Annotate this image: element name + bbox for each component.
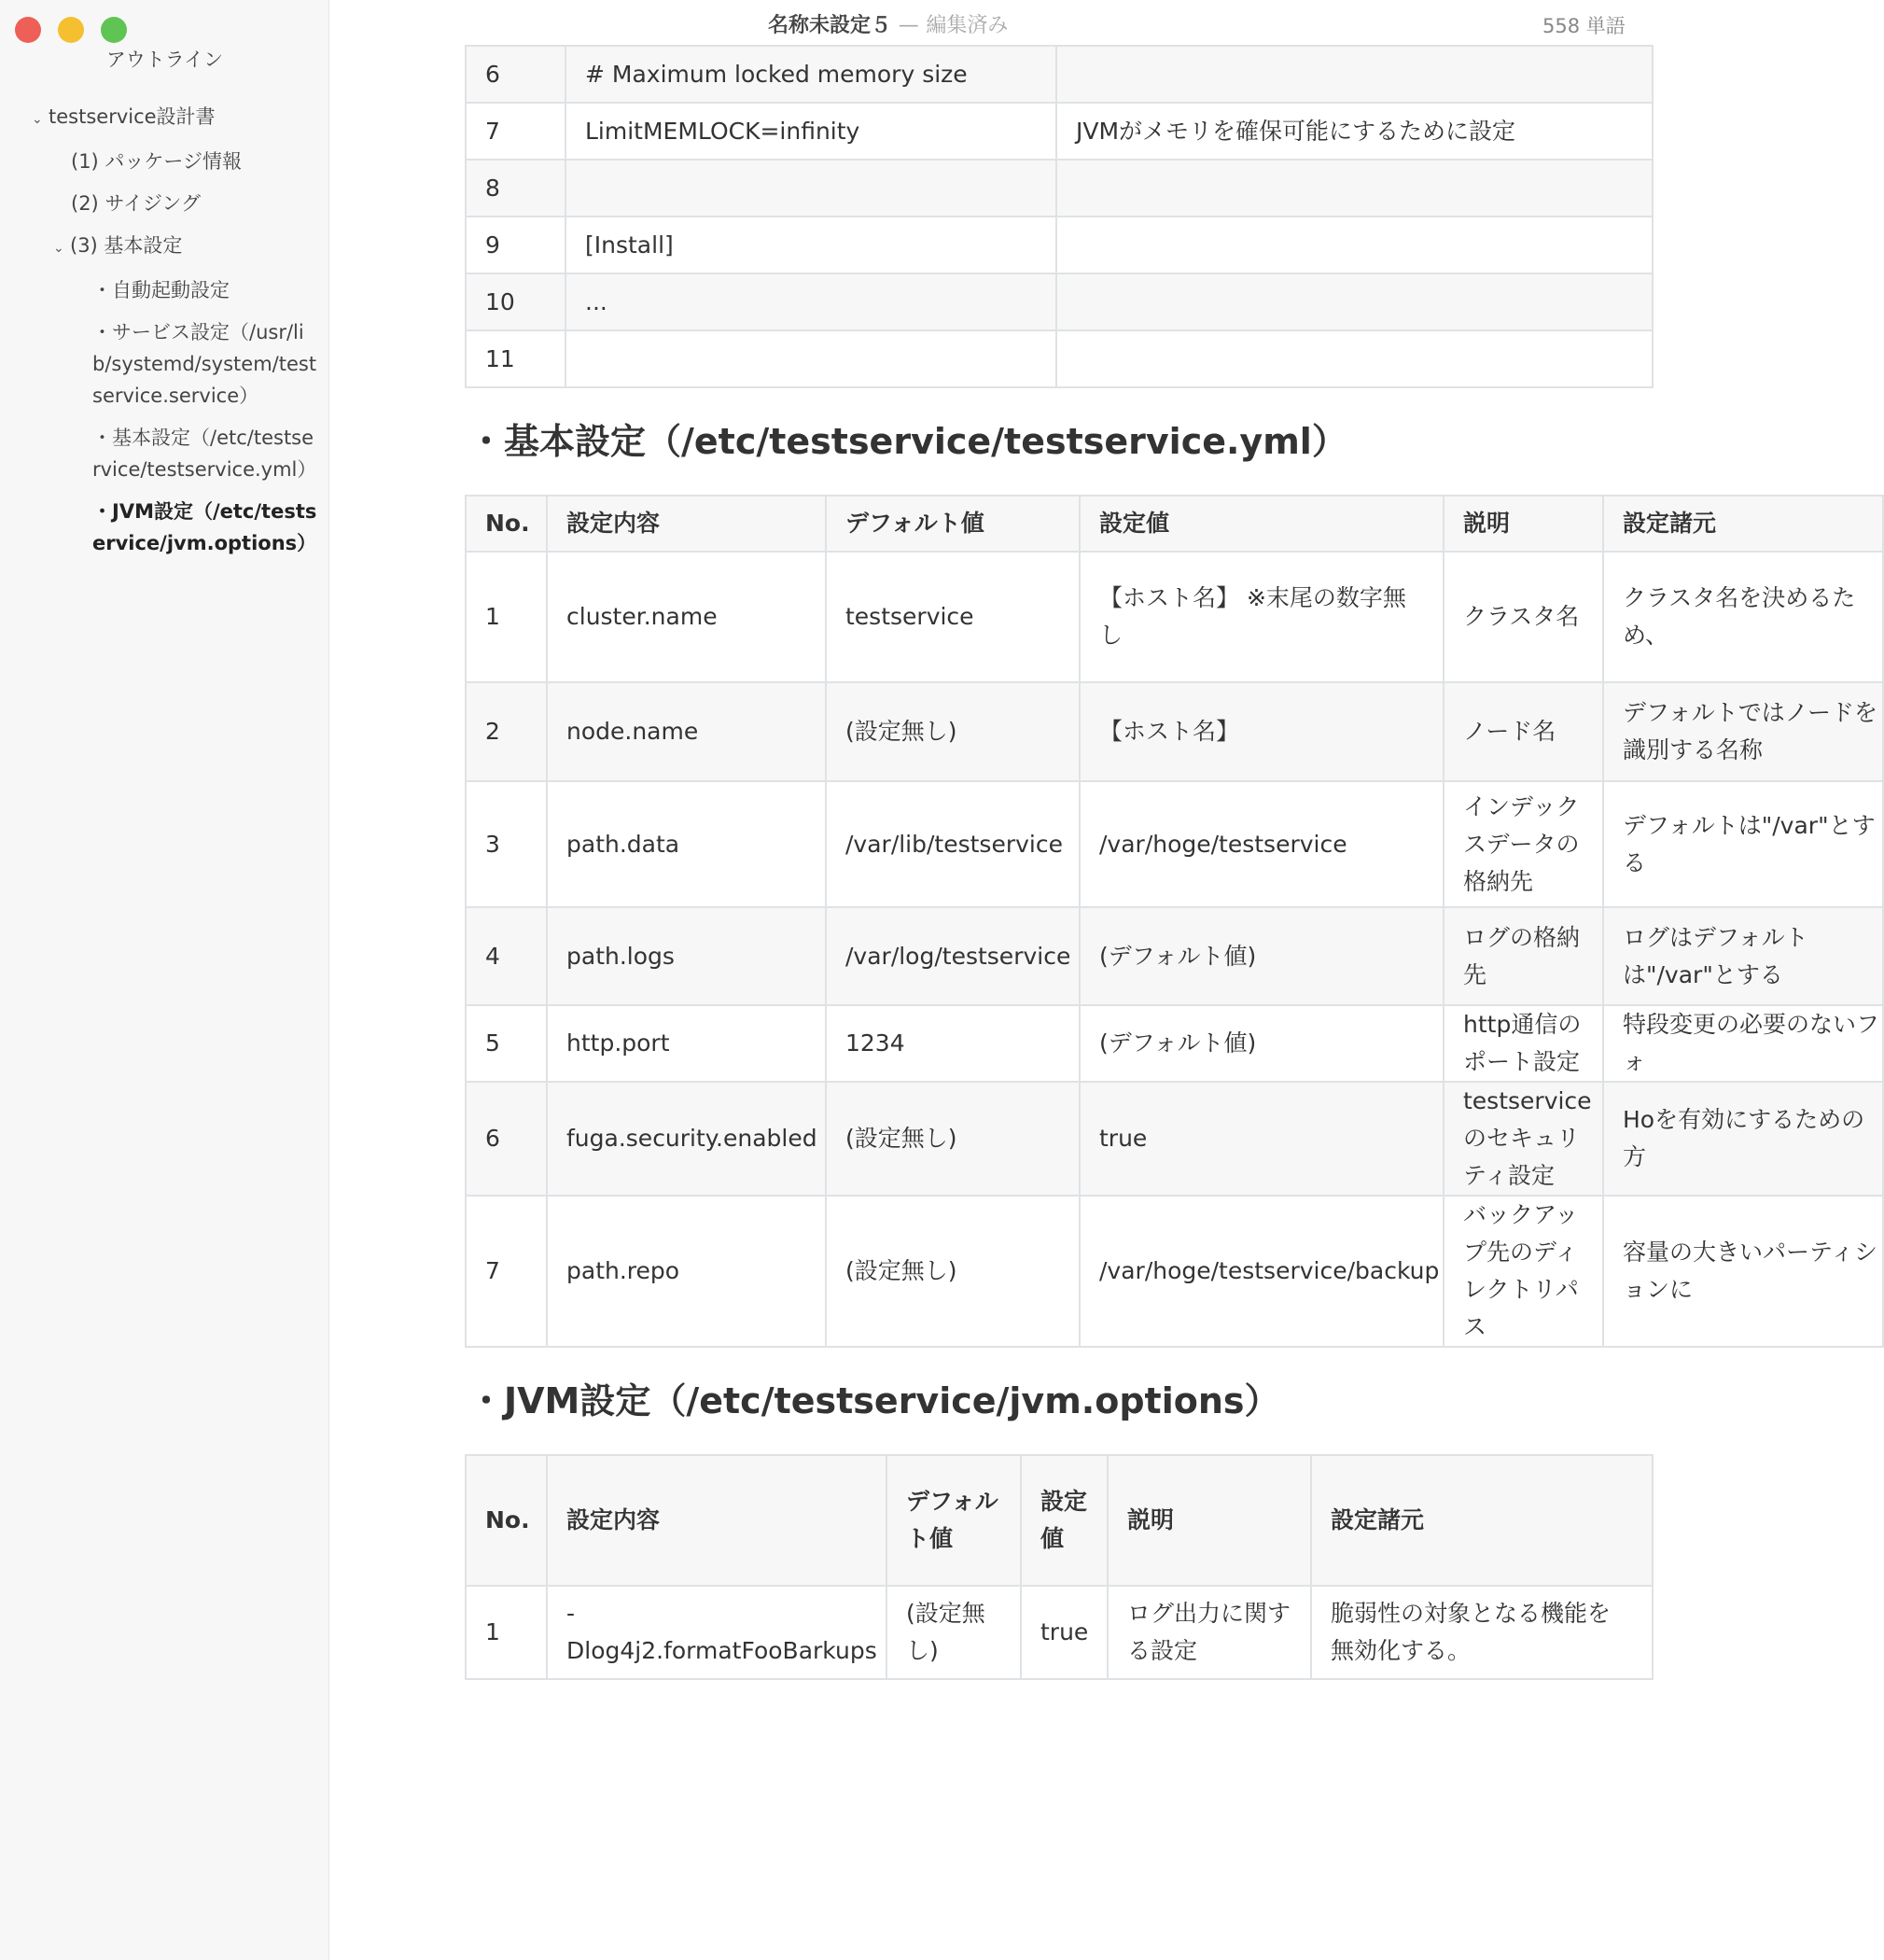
table-cell: (設定無し)	[826, 1082, 1080, 1196]
outline-item-label: (2) サイジング	[71, 192, 202, 215]
table-row	[466, 103, 1653, 160]
table-row	[466, 907, 1883, 1005]
table-cell: ログ出力に関する設定	[1108, 1586, 1311, 1679]
column-header: 設定内容	[547, 496, 826, 552]
title-bar	[329, 0, 1793, 41]
table-cell	[565, 330, 1056, 387]
table-cell: /var/hoge/testservice/backup	[1080, 1196, 1444, 1347]
document-name: 名称未設定５	[768, 14, 892, 37]
table-cell: デフォルトは"/var"とする	[1603, 781, 1883, 907]
table-cell: ログはデフォルトは"/var"とする	[1603, 907, 1883, 1005]
table-cell: ログの格納先	[1444, 907, 1603, 1005]
zoom-button[interactable]	[101, 17, 127, 43]
table-cell: 3	[466, 781, 547, 907]
table-cell: 8	[466, 160, 565, 217]
table-cell: ノード名	[1444, 682, 1603, 781]
outline-item-label: ・自動起動設定	[92, 279, 230, 301]
table-cell: (設定無し)	[826, 682, 1080, 781]
column-header: 設定値	[1080, 496, 1444, 552]
minimize-button[interactable]	[58, 17, 84, 43]
table-cell: クラスタ名	[1444, 552, 1603, 682]
column-header: 設定内容	[547, 1455, 886, 1586]
table-cell	[1056, 273, 1653, 330]
column-header: No.	[466, 1455, 547, 1586]
basic-config-table	[465, 495, 1884, 1348]
window-controls	[15, 17, 127, 43]
table-cell: true	[1080, 1082, 1444, 1196]
table-row	[466, 682, 1883, 781]
outline-item-service[interactable]	[92, 316, 321, 412]
jvm-config-table	[465, 1454, 1654, 1680]
chevron-down-icon[interactable]: ⌄	[53, 241, 64, 256]
table-cell: 【ホスト名】	[1080, 682, 1444, 781]
table-cell: 1	[466, 552, 547, 682]
table-cell: 11	[466, 330, 565, 387]
table-cell	[1056, 160, 1653, 217]
table-row	[466, 330, 1653, 387]
table-cell: LimitMEMLOCK=infinity	[565, 103, 1056, 160]
table-cell: 5	[466, 1005, 547, 1082]
section-heading-jvm: ・JVM設定（/etc/testservice/jvm.options）	[468, 1380, 1280, 1421]
close-button[interactable]	[15, 17, 41, 43]
table-cell: 1234	[826, 1005, 1080, 1082]
table-cell: 9	[466, 217, 565, 273]
table-cell: 6	[466, 1082, 547, 1196]
outline-title: アウトライン	[105, 49, 224, 71]
table-cell	[1056, 330, 1653, 387]
table-cell: http.port	[547, 1005, 826, 1082]
section-heading-basic: ・基本設定（/etc/testservice/testservice.yml）	[468, 421, 1347, 462]
document-title	[768, 9, 1008, 38]
table-row	[466, 1586, 1653, 1679]
table-cell: /var/log/testservice	[826, 907, 1080, 1005]
outline-item-label: ・基本設定（/etc/testservice/testservice.yml）	[92, 427, 317, 481]
table-cell	[565, 160, 1056, 217]
outline-item-doc[interactable]	[32, 101, 322, 135]
table-cell: path.data	[547, 781, 826, 907]
table-cell: # Maximum locked memory size	[565, 46, 1056, 103]
outline-item-label: (3) 基本設定	[70, 234, 183, 257]
outline-item-label: ・JVM設定（/etc/testservice/jvm.options）	[92, 500, 317, 554]
column-header: 設定値	[1021, 1455, 1108, 1586]
outline-item-label: (1) パッケージ情報	[71, 150, 243, 173]
table-cell: (デフォルト値)	[1080, 1005, 1444, 1082]
table-cell: インデックスデータの格納先	[1444, 781, 1603, 907]
table-cell: fuga.security.enabled	[547, 1082, 826, 1196]
table-row	[466, 1082, 1883, 1196]
table-row	[466, 1196, 1883, 1347]
table-cell: -Dlog4j2.formatFooBarkups	[547, 1586, 886, 1679]
table-row	[466, 781, 1883, 907]
column-header: 説明	[1108, 1455, 1311, 1586]
table-row	[466, 160, 1653, 217]
table-cell: http通信のポート設定	[1444, 1005, 1603, 1082]
outline-list	[0, 101, 322, 569]
table-cell: 脆弱性の対象となる機能を無効化する。	[1311, 1586, 1653, 1679]
table-cell: (設定無し)	[886, 1586, 1021, 1679]
table-cell: 10	[466, 273, 565, 330]
table-cell	[1056, 217, 1653, 273]
table-cell: testserviceのセキュリティ設定	[1444, 1082, 1603, 1196]
table-cell: 2	[466, 682, 547, 781]
basic-config-table-wrap	[465, 495, 1880, 1348]
column-header: 設定諸元	[1311, 1455, 1653, 1586]
table-cell: /var/lib/testservice	[826, 781, 1080, 907]
table-cell: node.name	[547, 682, 826, 781]
table-cell: クラスタ名を決めるため、	[1603, 552, 1883, 682]
title-separator: —	[898, 14, 919, 37]
table-row	[466, 552, 1883, 682]
service-config-table	[465, 45, 1654, 388]
table-cell: バックアップ先のディレクトリパス	[1444, 1196, 1603, 1347]
table-cell: 6	[466, 46, 565, 103]
outline-sidebar	[0, 0, 329, 1960]
edit-status: 編集済み	[926, 14, 1009, 37]
word-count[interactable]: 558 単語	[1542, 15, 1626, 37]
table-row	[466, 217, 1653, 273]
table-cell	[1056, 46, 1653, 103]
table-row	[466, 1005, 1883, 1082]
column-header: デフォルト値	[886, 1455, 1021, 1586]
table-cell: 4	[466, 907, 547, 1005]
column-header: No.	[466, 496, 547, 552]
table-cell: true	[1021, 1586, 1108, 1679]
outline-item-sizing[interactable]	[71, 188, 322, 219]
table-cell: testservice	[826, 552, 1080, 682]
table-cell: 特段変更の必要のないフォ	[1603, 1005, 1883, 1082]
outline-item-basic[interactable]	[53, 230, 322, 264]
outline-item-package[interactable]	[71, 146, 322, 177]
column-header: 説明	[1444, 496, 1603, 552]
table-cell: (設定無し)	[826, 1196, 1080, 1347]
table-cell: 1	[466, 1586, 547, 1679]
outline-item-autostart[interactable]	[92, 274, 322, 306]
table-cell: path.repo	[547, 1196, 826, 1347]
table-cell: デフォルトではノードを識別する名称	[1603, 682, 1883, 781]
table-cell: path.logs	[547, 907, 826, 1005]
table-cell: JVMがメモリを確保可能にするために設定	[1056, 103, 1653, 160]
table-cell: 【ホスト名】 ※末尾の数字無し	[1080, 552, 1444, 682]
table-cell: 7	[466, 1196, 547, 1347]
table-cell: Hoを有効にするための方	[1603, 1082, 1883, 1196]
editor-content[interactable]	[465, 45, 1880, 1680]
outline-item-label: ・サービス設定（/usr/lib/systemd/system/testservice.service）	[92, 321, 317, 407]
column-header: 設定諸元	[1603, 496, 1883, 552]
table-cell: 7	[466, 103, 565, 160]
outline-item-label: testservice設計書	[49, 105, 216, 128]
column-header: デフォルト値	[826, 496, 1080, 552]
outline-item-yml[interactable]	[92, 422, 321, 485]
table-cell: 容量の大きいパーティションに	[1603, 1196, 1883, 1347]
table-row	[466, 46, 1653, 103]
table-cell: /var/hoge/testservice	[1080, 781, 1444, 907]
table-cell: ...	[565, 273, 1056, 330]
outline-item-jvm[interactable]	[92, 496, 321, 559]
table-cell: [Install]	[565, 217, 1056, 273]
table-cell: cluster.name	[547, 552, 826, 682]
chevron-down-icon[interactable]: ⌄	[32, 112, 43, 127]
table-cell: (デフォルト値)	[1080, 907, 1444, 1005]
table-row	[466, 273, 1653, 330]
